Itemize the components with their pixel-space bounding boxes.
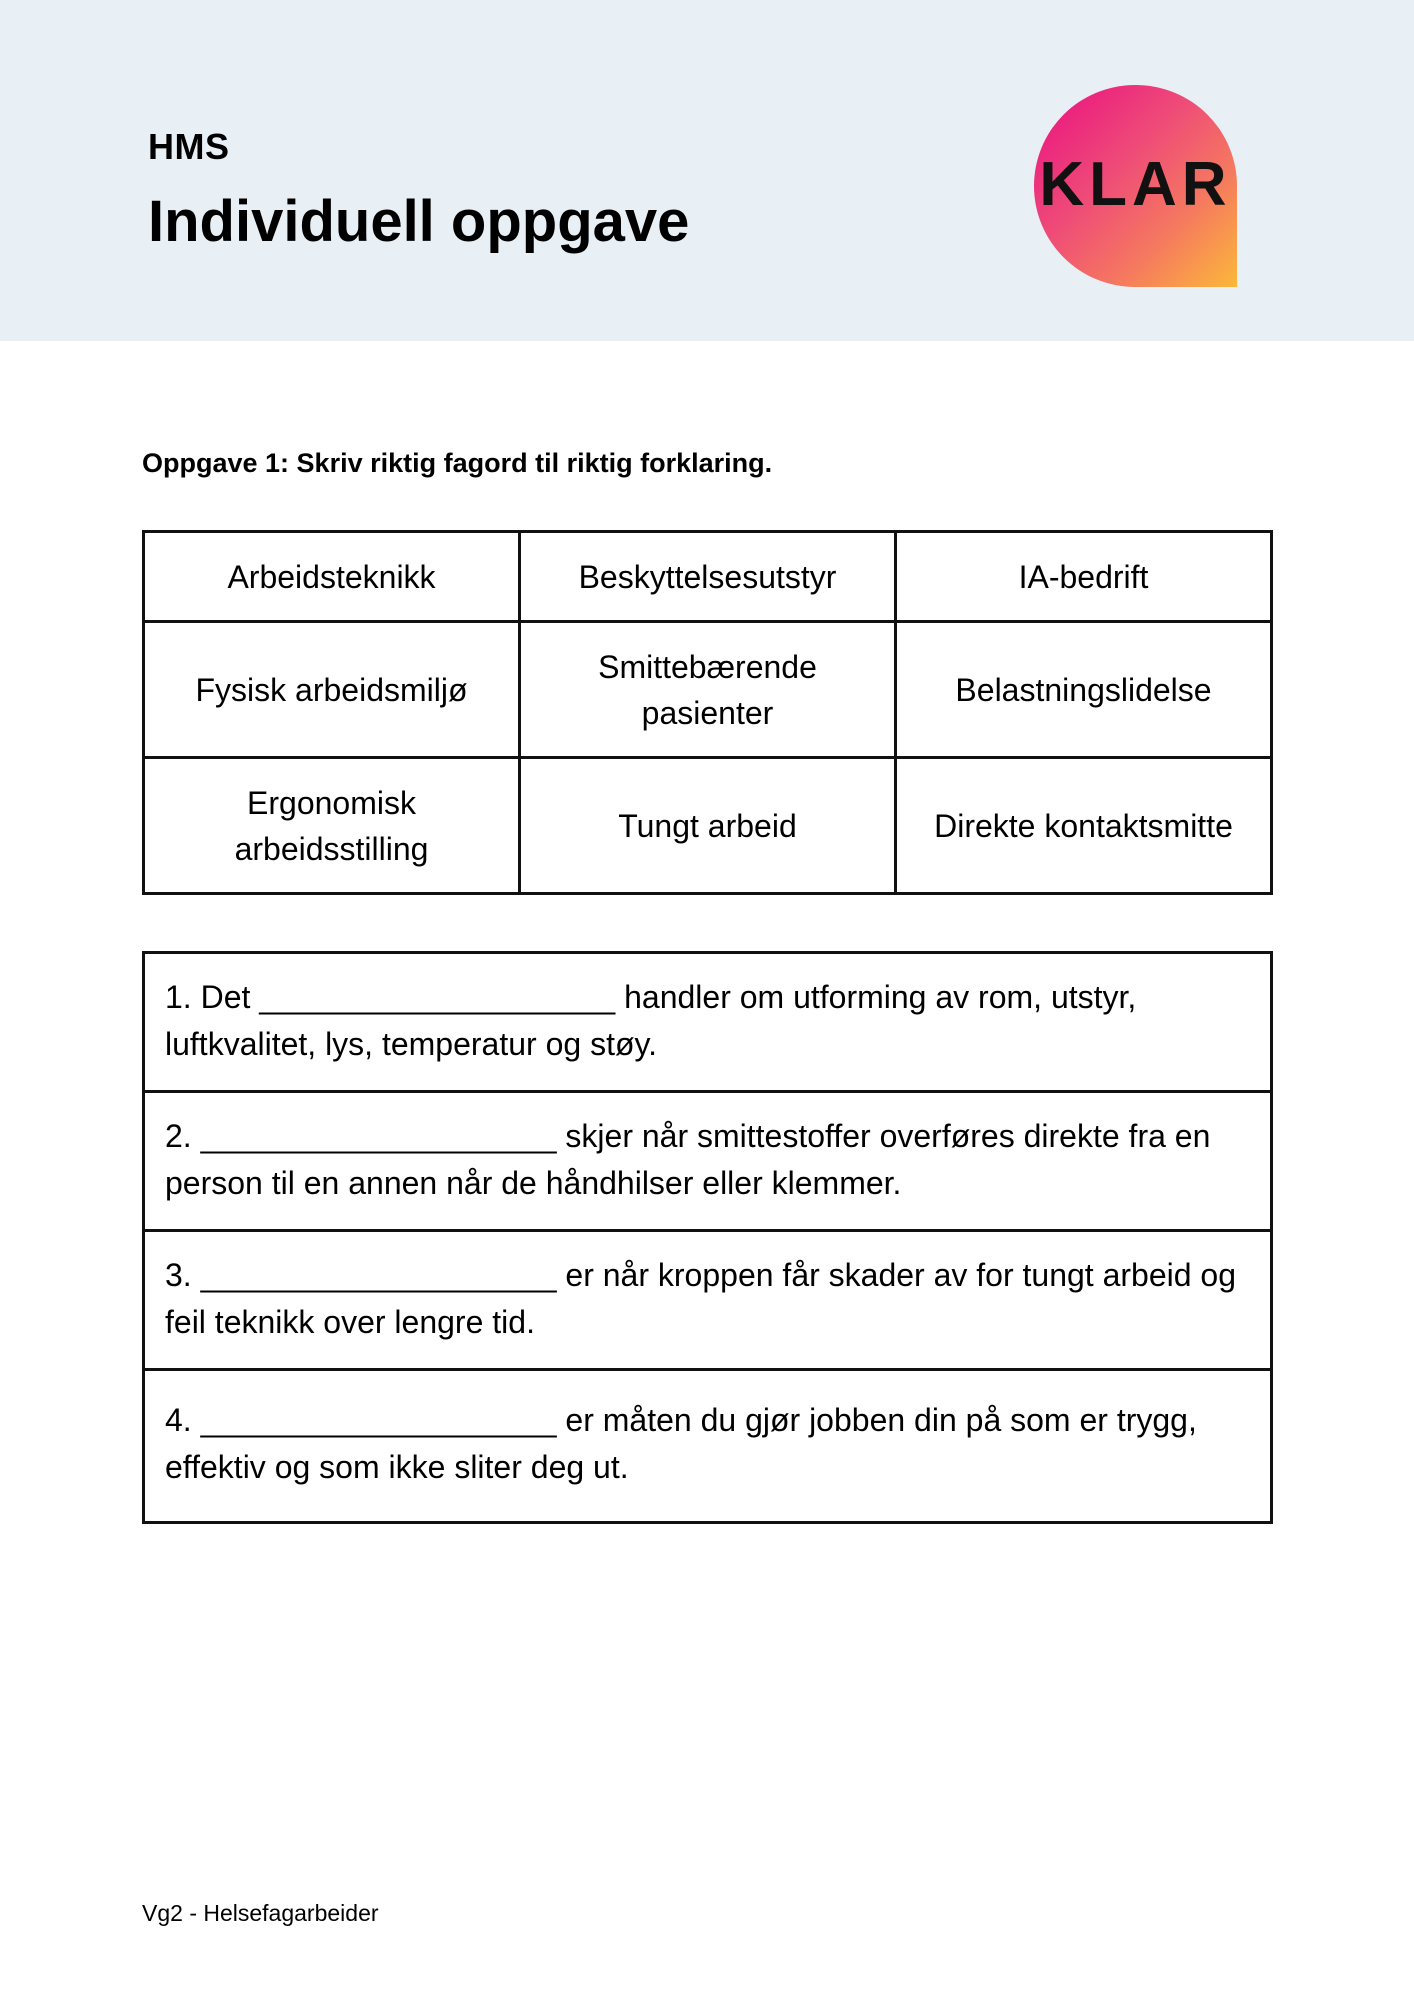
page-title: Individuell oppgave [148, 189, 690, 254]
sentence-row [144, 1370, 1272, 1523]
word-cell: IA-bedrift [896, 532, 1272, 622]
sentence-cell: 1. Det ____________________ handler om utforming av rom, utstyr, luftkvalitet, lys, temperatur og støy. [144, 953, 1272, 1092]
word-bank-row [144, 758, 1272, 894]
word-cell: Direkte kontaktsmitte [896, 758, 1272, 894]
word-cell: Beskyttelsesutstyr [520, 532, 896, 622]
footer-text: Vg2 - Helsefagarbeider [142, 1900, 379, 1926]
word-bank-row [144, 622, 1272, 758]
word-bank-table [142, 530, 1273, 895]
word-cell: Ergonomisk arbeidsstilling [144, 758, 520, 894]
sentence-cell: 4. ____________________ er måten du gjør jobben din på som er trygg, effektiv og som ikke sliter deg ut. [144, 1370, 1272, 1523]
word-cell: Smittebærende pasienter [520, 622, 896, 758]
word-cell: Fysisk arbeidsmiljø [144, 622, 520, 758]
sentence-row [144, 953, 1272, 1092]
subject-label: HMS [148, 126, 230, 167]
word-cell: Arbeidsteknikk [144, 532, 520, 622]
fill-in-sentences-table [142, 951, 1273, 1524]
sentence-row [144, 1231, 1272, 1370]
word-bank-row [144, 532, 1272, 622]
word-cell: Belastningslidelse [896, 622, 1272, 758]
sentence-cell: 2. ____________________ skjer når smittestoffer overføres direkte fra en person til en annen når de håndhilser eller klemmer. [144, 1092, 1272, 1231]
sentence-cell: 3. ____________________ er når kroppen får skader av for tungt arbeid og feil teknikk over lengre tid. [144, 1231, 1272, 1370]
task-heading: Oppgave 1: Skriv riktig fagord til riktig forklaring. [142, 448, 773, 478]
klar-logo [1034, 85, 1237, 287]
sentence-row [144, 1092, 1272, 1231]
word-cell: Tungt arbeid [520, 758, 896, 894]
logo-text: KLAR [1039, 149, 1232, 219]
header-banner [0, 0, 1414, 341]
